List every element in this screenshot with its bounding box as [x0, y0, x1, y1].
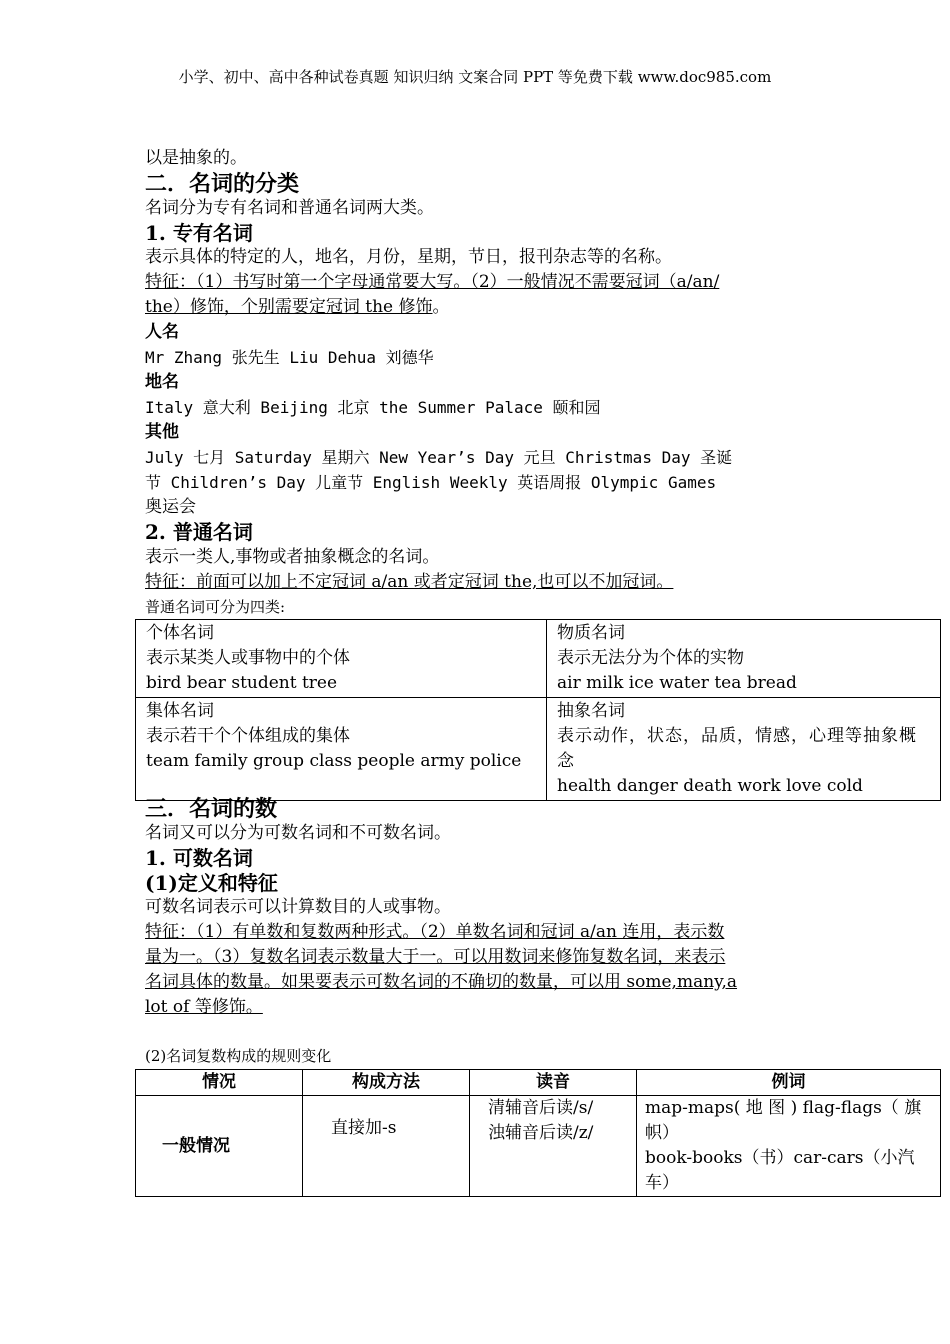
section-2-desc: 名词分为专有名词和普通名词两大类。 [145, 198, 434, 218]
cell-examples: team family group class people army police [146, 751, 522, 771]
other-examples-line1: July 七月 Saturday 星期六 New Year’s Day 元旦 Christmas Day 圣诞 [145, 448, 733, 467]
cell-desc: 表示某类人或事物中的个体 [146, 648, 350, 668]
proper-noun-feature-line2 [145, 295, 450, 320]
table-row [136, 620, 941, 698]
header-examples: 例词 [637, 1070, 941, 1096]
cell-name: 物质名词 [557, 623, 625, 643]
examples-line2: book-books（书）car-cars（小汽车） [645, 1148, 915, 1193]
countable-noun-title: 1. 可数名词 [145, 846, 253, 870]
examples-line1: map-maps( 地 图 ) flag-flags（ 旗 帜） [645, 1098, 922, 1143]
cell-situation: 一般情况 [136, 1096, 303, 1197]
common-noun-types-table [135, 619, 941, 801]
header-pronunciation: 读音 [470, 1070, 637, 1096]
proper-noun-feature-line2-text: the）修饰，个别需要定冠词 the 修饰 [145, 297, 433, 317]
common-noun-types-intro: 普通名词可分为四类: [145, 598, 286, 616]
countable-feature-line2: 量为一。（3）复数名词表示数量大于一。可以用数词来修饰复数名词，来表示 [145, 947, 726, 967]
proper-noun-feature-end: 。 [432, 297, 450, 317]
cell-desc: 表示若干个个体组成的集体 [146, 726, 350, 746]
table-header-row [136, 1070, 941, 1096]
plural-rules-title: (2)名词复数构成的规则变化 [145, 1047, 332, 1065]
proper-noun-title: 1. 专有名词 [145, 221, 253, 245]
pronunciation-line2: 浊辅音后读/z/ [488, 1123, 594, 1143]
table-row [136, 698, 941, 801]
proper-noun-feature-line1: 特征：（1）书写时第一个字母通常要大写。（2）一般情况不需要冠词（a/an/ [145, 272, 720, 292]
table-row [136, 1096, 941, 1197]
cell-desc: 表示动作，状态，品质，情感，心理等抽象概念 [557, 726, 917, 771]
other-label: 其他 [145, 422, 179, 442]
table-cell-abstract [547, 698, 941, 801]
table-cell-collective [136, 698, 547, 801]
table-cell-material [547, 620, 941, 698]
cell-name: 个体名词 [146, 623, 214, 643]
section-3-title: 三．名词的数 [145, 796, 278, 822]
cell-examples: health danger death work love cold [557, 776, 863, 796]
intro-tail-text: 以是抽象的。 [145, 148, 247, 168]
cell-name: 集体名词 [146, 701, 214, 721]
countable-feature-line3: 名词具体的数量。如果要表示可数名词的不确切的数量，可以用 some,many,a [145, 972, 738, 992]
cell-pronunciation [470, 1096, 637, 1197]
place-name-examples: Italy 意大利 Beijing 北京 the Summer Palace 颐和园 [145, 398, 601, 417]
cell-examples: air milk ice water tea bread [557, 673, 797, 693]
cell-examples: bird bear student tree [146, 673, 338, 693]
pronunciation-line1: 清辅音后读/s/ [488, 1098, 594, 1118]
section-3-desc: 名词又可以分为可数名词和不可数名词。 [145, 823, 451, 843]
countable-noun-subtitle: (1)定义和特征 [145, 871, 278, 895]
table-cell-individual [136, 620, 547, 698]
countable-noun-desc: 可数名词表示可以计算数目的人或事物。 [145, 897, 451, 917]
other-examples-line2: 节 Children’s Day 儿童节 English Weekly 英语周报 Olympic Games [145, 473, 717, 492]
section-2-title: 二．名词的分类 [145, 171, 300, 197]
countable-feature-line4: lot of 等修饰。 [145, 997, 263, 1017]
cell-name: 抽象名词 [557, 701, 625, 721]
common-noun-feature: 特征：前面可以加上不定冠词 a/an 或者定冠词 the,也可以不加冠词。 [145, 572, 674, 592]
person-name-examples: Mr Zhang 张先生 Liu Dehua 刘德华 [145, 348, 434, 367]
cell-method [303, 1096, 470, 1197]
cell-desc: 表示无法分为个体的实物 [557, 648, 744, 668]
header-method: 构成方法 [303, 1070, 470, 1096]
countable-feature-line1: 特征：（1）有单数和复数两种形式。（2）单数名词和冠词 a/an 连用，表示数 [145, 922, 725, 942]
proper-noun-desc: 表示具体的特定的人，地名，月份，星期，节日，报刊杂志等的名称。 [145, 247, 672, 267]
cell-method-text: 直接加-s [331, 1118, 397, 1138]
page-header: 小学、初中、高中各种试卷真题 知识归纳 文案合同 PPT 等免费下载 www.doc985.com [178, 68, 772, 86]
other-examples-line3: 奥运会 [145, 497, 196, 517]
place-name-label: 地名 [145, 372, 179, 392]
header-situation: 情况 [136, 1070, 303, 1096]
person-name-label: 人名 [145, 322, 179, 342]
plural-rules-table [135, 1069, 941, 1197]
common-noun-title: 2. 普通名词 [145, 520, 253, 544]
cell-examples [637, 1096, 941, 1197]
common-noun-desc: 表示一类人,事物或者抽象概念的名词。 [145, 547, 440, 567]
